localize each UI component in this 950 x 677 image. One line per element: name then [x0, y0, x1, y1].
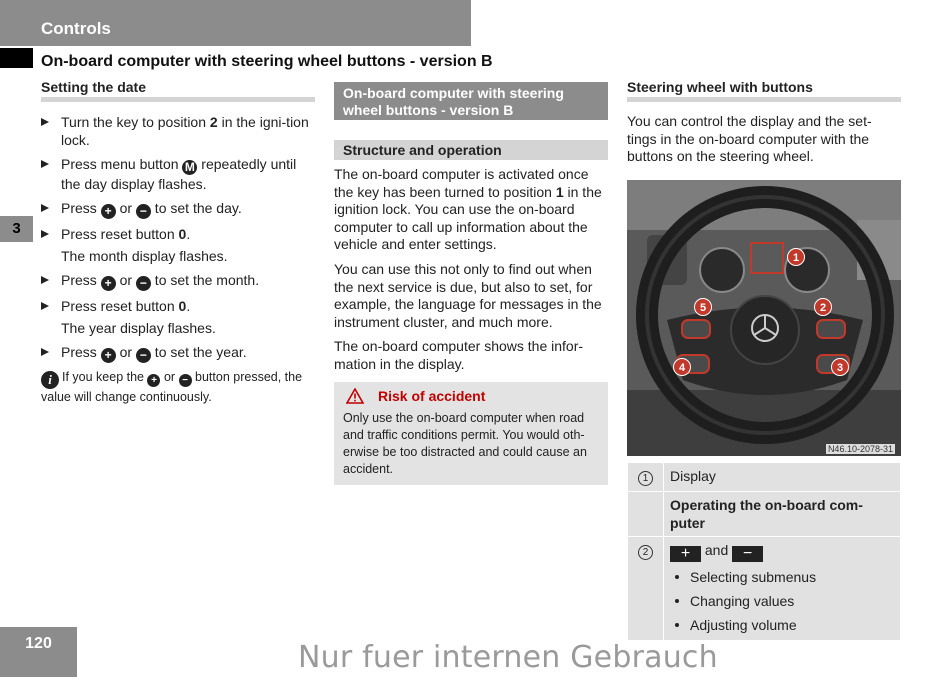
step-result: The month display flashes.: [61, 248, 228, 264]
step-text: Press: [61, 200, 101, 216]
section-heading: On-board computer with steering wheel buttons - version B: [334, 82, 608, 120]
table-row: [628, 491, 901, 536]
step-arrow-icon: [41, 204, 49, 212]
steering-wheel-illustration: [627, 180, 901, 456]
paragraph: You can use this not only to find out when the next service is due, but also to set, for example, the language for messages in the instrument cluster, and much more.: [334, 260, 602, 330]
chapter-tab: 3: [0, 216, 33, 242]
warning-title-text: Risk of accident: [378, 387, 486, 404]
column-setting-date: [41, 79, 315, 406]
step-bold: 2: [209, 114, 218, 130]
step-text: or: [115, 272, 136, 288]
step-text: to set the month.: [150, 272, 260, 288]
step-item: [41, 271, 315, 291]
warning-triangle-icon: [346, 388, 364, 404]
paragraph-text: The on-board computer is activated once the key has been turned to position: [334, 166, 589, 200]
section-title: Controls: [41, 19, 111, 38]
callout-2: 2: [814, 298, 832, 316]
header-marker: [0, 48, 33, 68]
photo-code: N46.10-2078-31: [827, 443, 893, 454]
step-item: [41, 113, 315, 149]
step-text: to set the day.: [150, 200, 242, 216]
paragraph-bold: 1: [555, 183, 564, 200]
number-circle: 1: [638, 471, 653, 486]
paragraph-text: in the ignition lock. You can use the on-board computer to call up information about the vehicle and enter settings.: [334, 183, 602, 253]
bullet-item: Selecting submenus: [670, 568, 894, 586]
plus-icon: +: [101, 204, 116, 219]
note-text: button pressed, the value will change continuously.: [41, 370, 303, 404]
step-arrow-icon: [41, 302, 49, 310]
callout-4: 4: [673, 358, 691, 376]
step-text: .: [186, 298, 191, 314]
step-text: Press reset button: [61, 226, 179, 242]
plus-icon: +: [147, 374, 160, 387]
step-text: or: [115, 344, 136, 360]
bullet-item: Changing values: [670, 592, 894, 610]
minus-icon: −: [136, 348, 151, 363]
row-number: [628, 536, 664, 640]
step-bold: 0: [178, 226, 187, 242]
paragraph: You can control the display and the set-tings in the on-board computer with the buttons on the steering wheel.: [627, 113, 872, 165]
step-arrow-icon: [41, 118, 49, 126]
step-text: Turn the key to position: [61, 114, 210, 130]
step-text: Press: [61, 344, 101, 360]
step-item: [41, 343, 315, 363]
plus-icon: +: [101, 348, 116, 363]
step-item: [41, 199, 315, 219]
info-note: [41, 369, 315, 406]
step-arrow-icon: [41, 160, 49, 168]
row-number: [628, 462, 664, 491]
buttons-table: [627, 462, 901, 641]
steering-wheel-photo: [627, 180, 901, 456]
row-text: [664, 491, 901, 536]
info-icon: i: [41, 371, 59, 389]
paragraph: The on-board computer shows the infor-mation in the display.: [334, 338, 584, 372]
row-bold-text: Operating the on-board com-puter: [670, 496, 863, 531]
step-item: [41, 297, 315, 315]
subsection-heading: Structure and operation: [334, 140, 608, 160]
minus-icon: −: [136, 276, 151, 291]
step-result: The year display flashes.: [61, 320, 216, 336]
plus-icon: +: [101, 276, 116, 291]
paragraph: [334, 166, 608, 254]
watermark: Nur fuer internen Gebrauch: [298, 640, 718, 675]
steering-wheel-heading: Steering wheel with buttons: [627, 79, 901, 102]
number-circle: 2: [638, 545, 653, 560]
step-text: Press: [61, 272, 101, 288]
callout-1: 1: [787, 248, 805, 266]
page-number: 120: [0, 627, 77, 677]
warning-title: [343, 388, 599, 404]
step-text: Press reset button: [61, 298, 179, 314]
section-header-bar: [0, 0, 471, 46]
bullet-item: Adjusting volume: [670, 616, 894, 634]
step-arrow-icon: [41, 230, 49, 238]
callout-3: 3: [831, 358, 849, 376]
table-row: [628, 536, 901, 640]
step-text: Press menu button: [61, 156, 183, 172]
step-item: [41, 225, 315, 243]
warning-text: Only use the on-board computer when road and traffic conditions permit. You would oth-erwise be too distracted and could cause an accident.: [343, 410, 587, 476]
column-steering-wheel: [627, 79, 901, 641]
step-text: in the igni-tion lock.: [61, 114, 309, 148]
step-arrow-icon: [41, 276, 49, 284]
step-bold: 0: [178, 298, 187, 314]
note-text: or: [160, 370, 179, 384]
setting-date-heading: Setting the date: [41, 79, 315, 102]
minus-icon: −: [136, 204, 151, 219]
column-structure-operation: [334, 82, 608, 485]
step-text: to set the year.: [150, 344, 247, 360]
step-item: [41, 155, 315, 193]
step-text: .: [186, 226, 191, 242]
and-text: and: [701, 541, 733, 558]
key-line: [670, 541, 894, 562]
table-row: [628, 462, 901, 491]
row-number: [628, 491, 664, 536]
plus-key-icon: +: [670, 546, 701, 562]
minus-key-icon: −: [732, 546, 763, 562]
warning-box: [334, 382, 608, 485]
note-text: If you keep the: [62, 370, 148, 384]
row-text: [664, 536, 901, 640]
step-text: or: [115, 200, 136, 216]
row-text: Display: [664, 462, 901, 491]
menu-button-icon: M: [182, 160, 197, 175]
page-title: On-board computer with steering wheel buttons - version B: [41, 53, 493, 70]
step-text: repeatedly until the day display flashes.: [61, 156, 297, 192]
callout-5: 5: [694, 298, 712, 316]
step-arrow-icon: [41, 348, 49, 356]
minus-icon: −: [179, 374, 192, 387]
